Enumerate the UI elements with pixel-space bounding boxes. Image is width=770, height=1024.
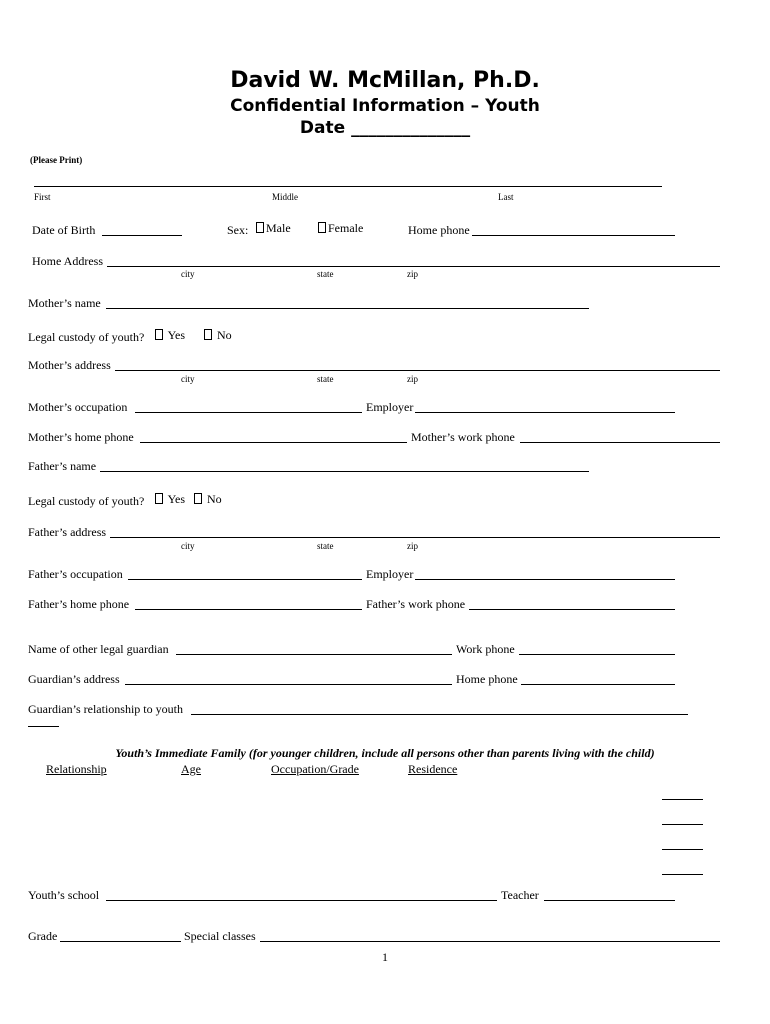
mother-employer-label: Employer [366,400,414,414]
youths-school-label: Youth’s school [28,888,100,902]
teacher-line[interactable] [544,900,675,901]
female-label: Female [328,221,364,235]
mother-legal-custody-label: Legal custody of youth? [28,330,145,344]
father-custody-yes[interactable] [155,493,185,505]
home-address-line[interactable] [107,266,720,267]
special-classes-line[interactable] [260,941,720,942]
fathers-address-line[interactable] [110,537,720,538]
mother-custody-no-checkbox[interactable] [204,329,212,340]
yes-label: Yes [167,492,186,506]
state-label: state [317,541,334,551]
father-employer-line[interactable] [415,579,675,580]
last-name-label: Last [498,192,514,202]
state-label: state [317,374,334,384]
mothers-work-phone-line[interactable] [520,442,720,443]
mothers-home-phone-label: Mother’s home phone [28,430,134,444]
home-address-label: Home Address [32,254,103,268]
fathers-address-label: Father’s address [28,525,107,539]
mothers-address-label: Mother’s address [28,358,111,372]
fathers-name-line[interactable] [100,471,589,472]
no-label: No [217,328,232,342]
fathers-work-phone-line[interactable] [469,609,675,610]
home-phone-label: Home phone [408,223,470,237]
yes-label: Yes [167,328,186,342]
no-label: No [207,492,222,506]
mothers-name-label: Mother’s name [28,296,101,310]
mothers-name-line[interactable] [106,308,589,309]
grade-line[interactable] [60,941,181,942]
teacher-label: Teacher [501,888,539,902]
fathers-work-phone-label: Father’s work phone [366,597,466,611]
fathers-home-phone-label: Father’s home phone [28,597,130,611]
family-col-age: Age [181,762,201,776]
please-print-note: (Please Print) [30,155,83,165]
dob-line[interactable] [102,235,182,236]
city-label: city [181,269,195,279]
guardians-relationship-line-continued[interactable] [28,726,59,727]
family-col-occupation-grade: Occupation/Grade [271,762,359,776]
family-row-line[interactable] [662,874,703,875]
fathers-occupation-line[interactable] [128,579,362,580]
family-heading: Youth’s Immediate Family (for younger children, include all persons other than parents living with the child) [115,746,655,760]
date-field[interactable]: Date ______________ [299,118,471,138]
father-custody-yes-checkbox[interactable] [155,493,163,504]
guardians-relationship-label: Guardian’s relationship to youth [28,702,183,716]
female-checkbox[interactable] [318,222,326,233]
zip-label: zip [407,374,418,384]
family-row-line[interactable] [662,799,703,800]
guardian-work-phone-line[interactable] [519,654,675,655]
guardian-work-phone-label: Work phone [456,642,515,656]
middle-name-label: Middle [272,192,298,202]
guardian-home-phone-line[interactable] [521,684,675,685]
zip-label: zip [407,269,418,279]
family-col-residence: Residence [408,762,458,776]
mothers-occupation-label: Mother’s occupation [28,400,128,414]
page-subtitle: Confidential Information – Youth [230,96,540,116]
male-label: Male [266,221,291,235]
father-custody-no[interactable] [194,493,222,505]
guardians-relationship-line[interactable] [191,714,688,715]
mothers-work-phone-label: Mother’s work phone [411,430,515,444]
mothers-address-line[interactable] [115,370,720,371]
guardian-home-phone-label: Home phone [456,672,518,686]
grade-label: Grade [28,929,58,943]
family-row-line[interactable] [662,849,703,850]
male-option[interactable] [256,222,291,234]
fathers-occupation-label: Father’s occupation [28,567,123,581]
family-row-line[interactable] [662,824,703,825]
family-col-relationship: Relationship [46,762,107,776]
zip-label: zip [407,541,418,551]
special-classes-label: Special classes [184,929,256,943]
mother-custody-no[interactable] [204,329,232,341]
full-name-line[interactable] [34,186,662,187]
first-name-label: First [34,192,51,202]
father-custody-no-checkbox[interactable] [194,493,202,504]
mothers-occupation-line[interactable] [135,412,362,413]
fathers-home-phone-line[interactable] [135,609,362,610]
youths-school-line[interactable] [106,900,497,901]
female-option[interactable] [318,222,363,234]
sex-label: Sex: [227,223,249,237]
guardians-address-label: Guardian’s address [28,672,120,686]
state-label: state [317,269,334,279]
other-guardian-line[interactable] [176,654,452,655]
mother-custody-yes[interactable] [155,329,185,341]
page-title: David W. McMillan, Ph.D. [230,68,540,93]
fathers-name-label: Father’s name [28,459,97,473]
other-guardian-label: Name of other legal guardian [28,642,169,656]
city-label: city [181,541,195,551]
mother-custody-yes-checkbox[interactable] [155,329,163,340]
city-label: city [181,374,195,384]
father-legal-custody-label: Legal custody of youth? [28,494,145,508]
father-employer-label: Employer [366,567,414,581]
dob-label: Date of Birth [32,223,96,237]
home-phone-line[interactable] [472,235,675,236]
mother-employer-line[interactable] [415,412,675,413]
page-number: 1 [382,950,388,964]
mothers-home-phone-line[interactable] [140,442,407,443]
male-checkbox[interactable] [256,222,264,233]
guardians-address-line[interactable] [125,684,452,685]
